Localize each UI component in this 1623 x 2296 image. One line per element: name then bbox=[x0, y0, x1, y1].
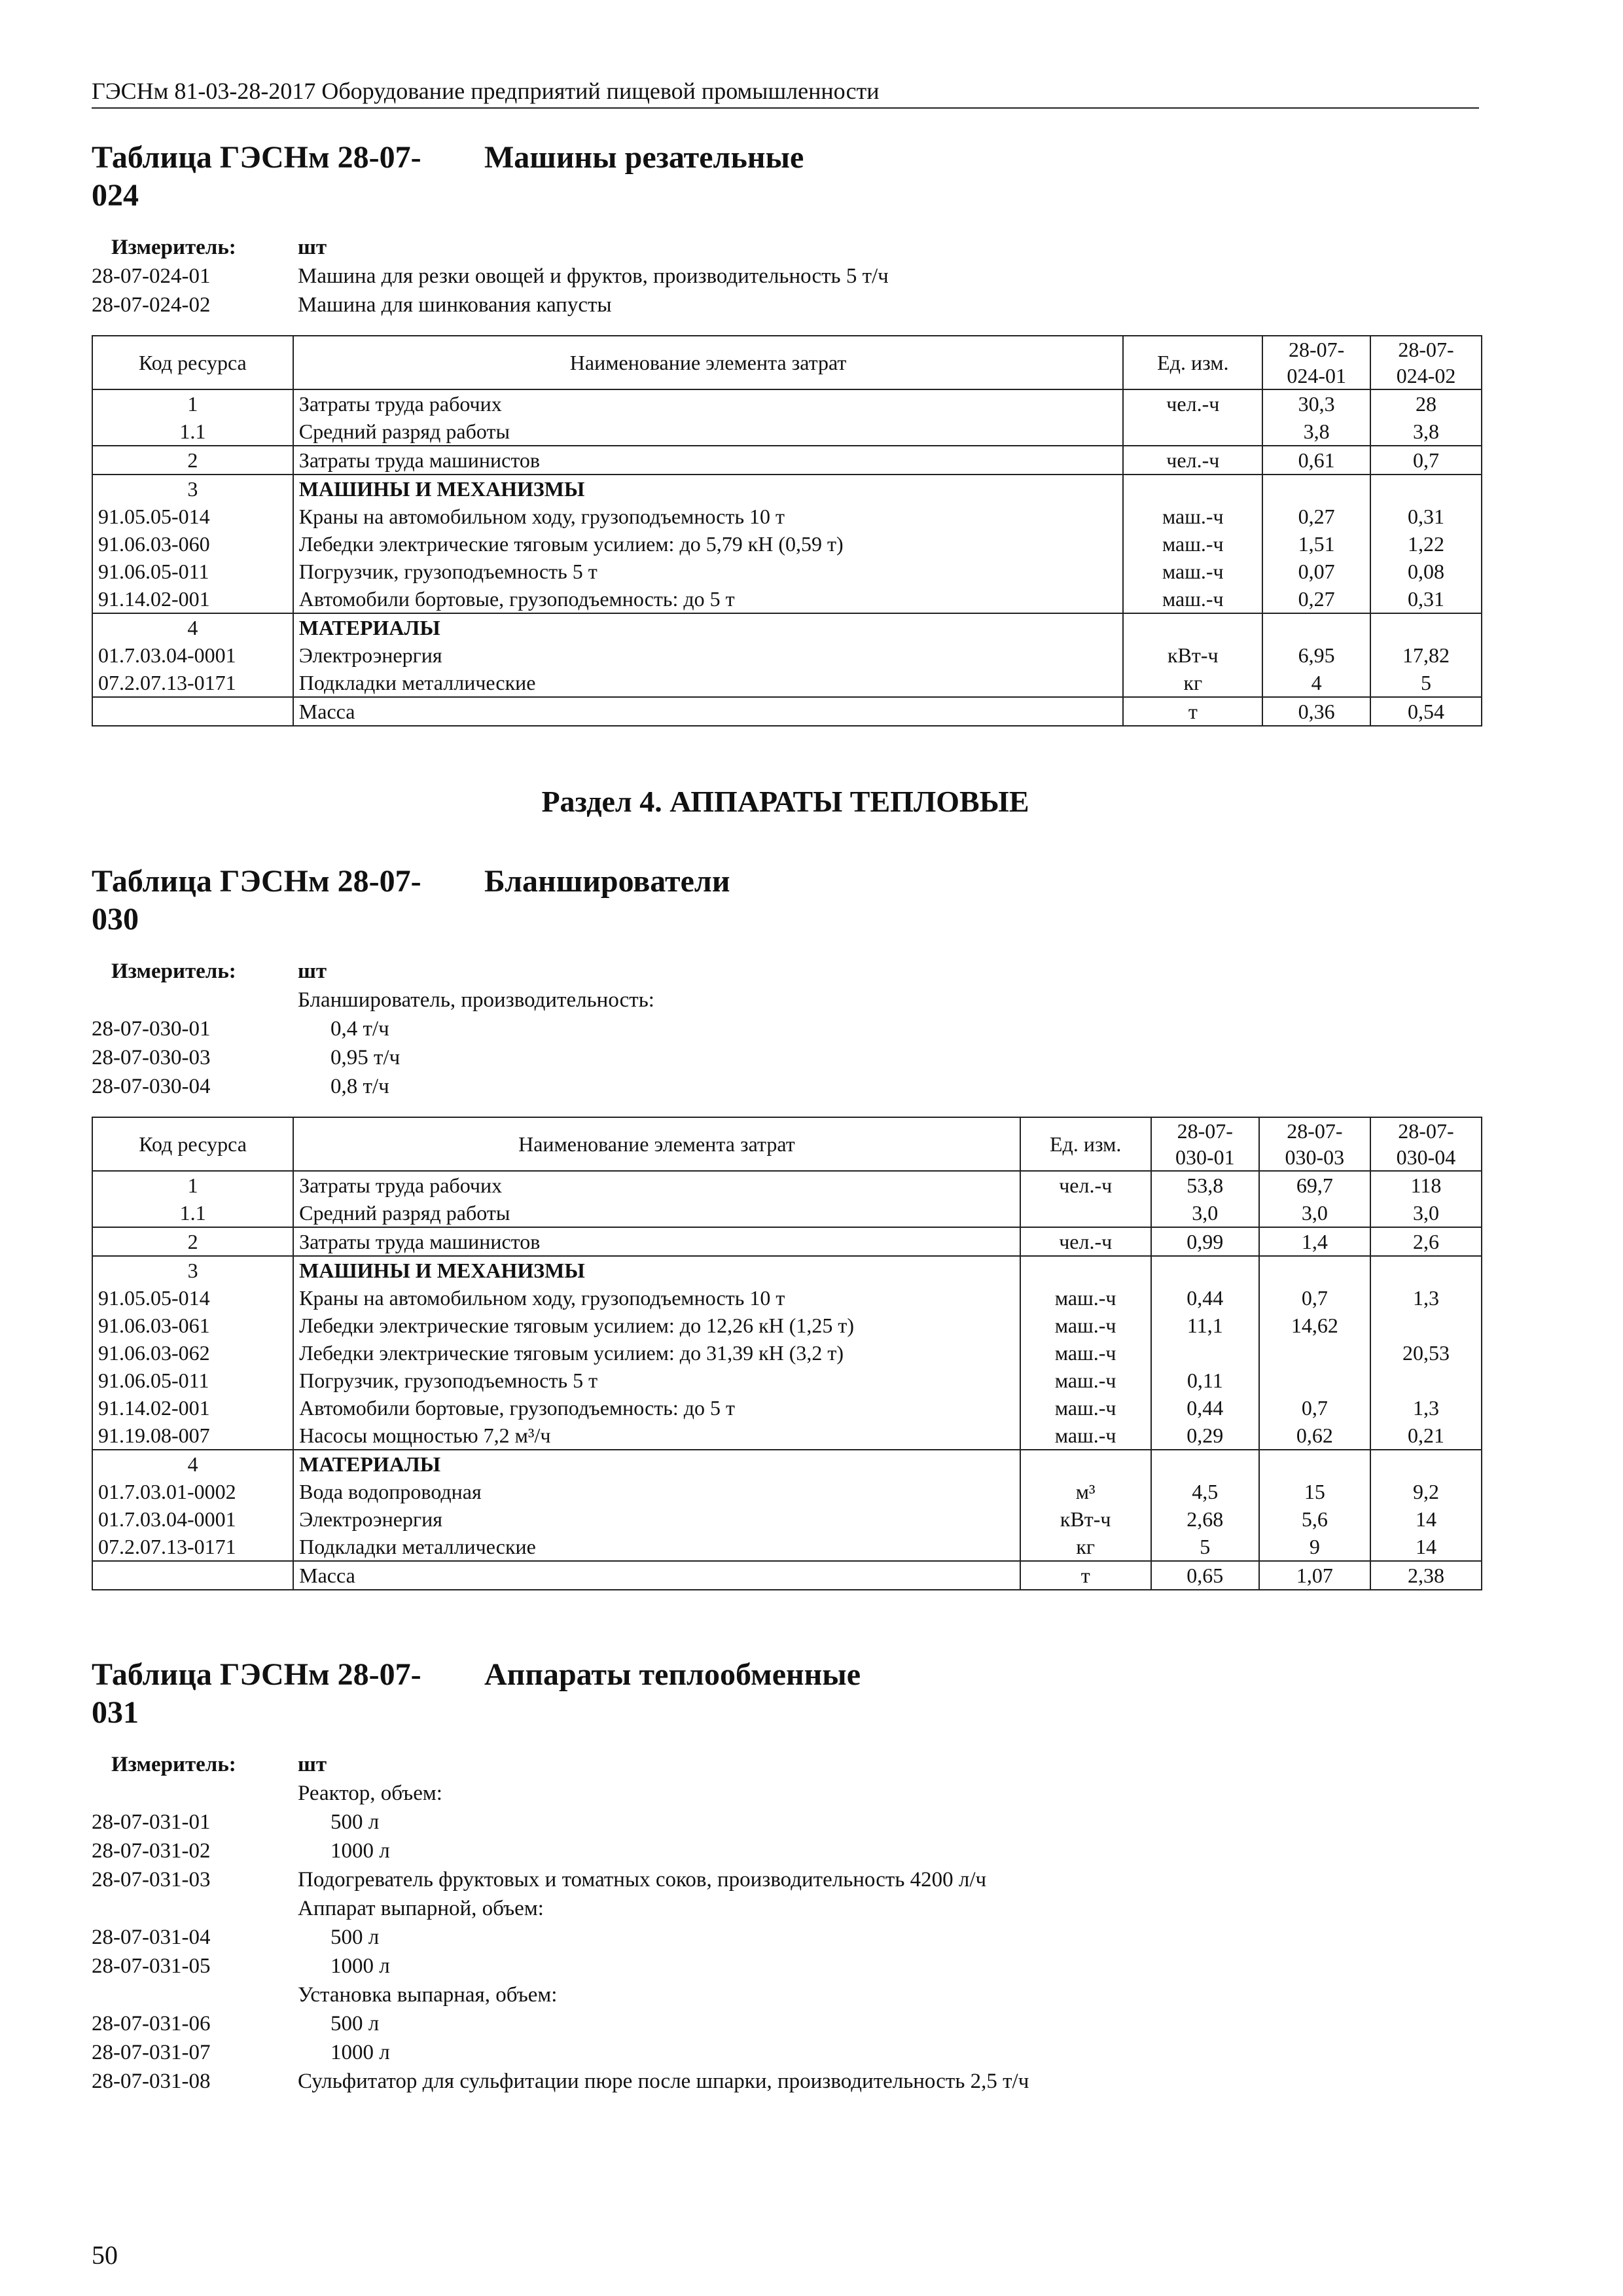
resource-name: Средний разряд работы bbox=[293, 418, 1124, 446]
section-title: Раздел 4. АППАРАТЫ ТЕПЛОВЫЕ bbox=[541, 785, 1029, 818]
resource-unit: маш.-ч bbox=[1020, 1394, 1151, 1422]
meter-unit: шт bbox=[298, 236, 327, 259]
resource-value: 4,5 bbox=[1151, 1478, 1259, 1505]
resource-unit: чел.-ч bbox=[1123, 389, 1262, 418]
table-row bbox=[92, 1312, 1482, 1339]
table-block-031 bbox=[92, 1656, 1479, 2096]
column-header: 28-07- 024-01 bbox=[1262, 336, 1370, 389]
resource-unit bbox=[1020, 1256, 1151, 1284]
resource-name: Электроэнергия bbox=[293, 641, 1124, 669]
resource-value: 0,99 bbox=[1151, 1227, 1259, 1256]
table-number-line1: Таблица ГЭСНм 28-07- bbox=[92, 864, 421, 899]
table-row bbox=[92, 1199, 1482, 1227]
resource-name: Краны на автомобильном ходу, грузоподъемность 10 т bbox=[293, 503, 1124, 530]
resource-name: Затраты труда рабочих bbox=[293, 389, 1124, 418]
resource-value: 0,11 bbox=[1151, 1367, 1259, 1394]
table-number-line1: Таблица ГЭСНм 28-07- bbox=[92, 1657, 421, 1692]
resource-value: 5 bbox=[1370, 669, 1482, 697]
resource-name: Вода водопроводная bbox=[293, 1478, 1020, 1505]
table-row bbox=[92, 669, 1482, 697]
table-row bbox=[92, 1367, 1482, 1394]
item-text: 0,8 т/ч bbox=[330, 1075, 389, 1098]
resource-unit: кг bbox=[1123, 669, 1262, 697]
item-text: 0,95 т/ч bbox=[330, 1046, 401, 1069]
resource-name: Лебедки электрические тяговым усилием: до 31,39 кН (3,2 т) bbox=[293, 1339, 1020, 1367]
item-row bbox=[92, 1865, 1479, 1894]
resource-code: 01.7.03.04-0001 bbox=[92, 641, 293, 669]
column-header: 28-07- 030-03 bbox=[1259, 1117, 1370, 1171]
table-row bbox=[92, 1422, 1482, 1450]
resource-value bbox=[1151, 1339, 1259, 1367]
resource-unit: маш.-ч bbox=[1020, 1339, 1151, 1367]
table-name: Аппараты теплообменные bbox=[484, 1657, 861, 1692]
table-row bbox=[92, 1256, 1482, 1284]
table-row bbox=[92, 503, 1482, 530]
table-row bbox=[92, 1450, 1482, 1478]
resource-code: 3 bbox=[92, 475, 293, 503]
meter-block bbox=[92, 957, 1479, 1101]
header-row bbox=[92, 336, 1482, 389]
resource-name: Масса bbox=[293, 697, 1124, 726]
column-header: Код ресурса bbox=[92, 336, 293, 389]
resource-unit bbox=[1123, 418, 1262, 446]
table-row bbox=[92, 1561, 1482, 1590]
resource-code: 91.05.05-014 bbox=[92, 503, 293, 530]
meter-unit: шт bbox=[298, 1753, 327, 1776]
item-row bbox=[92, 291, 1479, 319]
resource-value: 0,08 bbox=[1370, 558, 1482, 585]
column-header: Ед. изм. bbox=[1020, 1117, 1151, 1171]
resource-value: 6,95 bbox=[1262, 641, 1370, 669]
resource-value: 14 bbox=[1370, 1533, 1482, 1561]
resource-unit: м³ bbox=[1020, 1478, 1151, 1505]
item-text: 1000 л bbox=[330, 1839, 390, 1863]
resource-name: Погрузчик, грузоподъемность 5 т bbox=[293, 1367, 1020, 1394]
resource-code: 1 bbox=[92, 389, 293, 418]
item-code: 28-07-031-03 bbox=[92, 1868, 211, 1892]
resource-table bbox=[92, 1117, 1482, 1590]
resource-value: 0,29 bbox=[1151, 1422, 1259, 1450]
item-text: Реактор, объем: bbox=[298, 1782, 442, 1805]
resource-unit: чел.-ч bbox=[1123, 446, 1262, 475]
resource-name: Средний разряд работы bbox=[293, 1199, 1020, 1227]
resource-code: 91.14.02-001 bbox=[92, 585, 293, 613]
item-code: 28-07-030-01 bbox=[92, 1017, 211, 1041]
resource-unit: маш.-ч bbox=[1020, 1422, 1151, 1450]
item-row bbox=[92, 1072, 1479, 1101]
item-code: 28-07-030-03 bbox=[92, 1046, 211, 1069]
resource-value: 15 bbox=[1259, 1478, 1370, 1505]
item-text: 500 л bbox=[330, 2012, 380, 2036]
table-title bbox=[92, 139, 1479, 215]
item-code bbox=[92, 1779, 298, 1808]
resource-value: 1,22 bbox=[1370, 530, 1482, 558]
resource-value: 14,62 bbox=[1259, 1312, 1370, 1339]
resource-value bbox=[1262, 613, 1370, 641]
item-code: 28-07-031-08 bbox=[92, 2070, 211, 2093]
resource-name: Подкладки металлические bbox=[293, 669, 1124, 697]
resource-unit: маш.-ч bbox=[1123, 585, 1262, 613]
resource-unit: маш.-ч bbox=[1020, 1367, 1151, 1394]
resource-unit: кг bbox=[1020, 1533, 1151, 1561]
meter-label: Измеритель: bbox=[111, 1753, 236, 1776]
table-number-line2: 030 bbox=[92, 902, 139, 937]
resource-value: 3,0 bbox=[1370, 1199, 1482, 1227]
resource-value: 0,21 bbox=[1370, 1422, 1482, 1450]
resource-code: 91.05.05-014 bbox=[92, 1284, 293, 1312]
resource-unit bbox=[1020, 1199, 1151, 1227]
item-row bbox=[92, 1014, 1479, 1043]
resource-code: 91.19.08-007 bbox=[92, 1422, 293, 1450]
item-row bbox=[92, 262, 1479, 291]
item-code: 28-07-031-06 bbox=[92, 2012, 211, 2036]
resource-value: 0,27 bbox=[1262, 503, 1370, 530]
resource-name: Лебедки электрические тяговым усилием: до 5,79 кН (0,59 т) bbox=[293, 530, 1124, 558]
table-number bbox=[92, 1656, 484, 1732]
resource-value bbox=[1259, 1450, 1370, 1478]
item-code: 28-07-031-04 bbox=[92, 1926, 211, 1949]
meter-block bbox=[92, 1750, 1479, 2096]
resource-unit: маш.-ч bbox=[1123, 530, 1262, 558]
column-header: Наименование элемента затрат bbox=[293, 1117, 1020, 1171]
resource-value: 0,7 bbox=[1259, 1284, 1370, 1312]
table-row bbox=[92, 1505, 1482, 1533]
resource-value: 1,3 bbox=[1370, 1284, 1482, 1312]
item-row bbox=[92, 2038, 1479, 2067]
resource-name: Автомобили бортовые, грузоподъемность: до 5 т bbox=[293, 585, 1124, 613]
item-row bbox=[92, 1923, 1479, 1952]
table-name: Машины резательные bbox=[484, 140, 804, 175]
resource-code: 91.06.03-062 bbox=[92, 1339, 293, 1367]
item-code: 28-07-031-01 bbox=[92, 1810, 211, 1834]
table-row bbox=[92, 1478, 1482, 1505]
resource-code: 2 bbox=[92, 1227, 293, 1256]
resource-value bbox=[1259, 1367, 1370, 1394]
resource-name: Масса bbox=[293, 1561, 1020, 1590]
resource-code: 3 bbox=[92, 1256, 293, 1284]
item-code: 28-07-031-02 bbox=[92, 1839, 211, 1863]
resource-unit: чел.-ч bbox=[1020, 1171, 1151, 1199]
resource-name: Затраты труда рабочих bbox=[293, 1171, 1020, 1199]
resource-value: 9,2 bbox=[1370, 1478, 1482, 1505]
resource-table bbox=[92, 335, 1482, 726]
table-row bbox=[92, 1339, 1482, 1367]
table-row bbox=[92, 389, 1482, 418]
item-text: 1000 л bbox=[330, 1954, 390, 1978]
resource-value: 0,54 bbox=[1370, 697, 1482, 726]
resource-value: 0,7 bbox=[1370, 446, 1482, 475]
resource-code: 91.06.03-060 bbox=[92, 530, 293, 558]
resource-name: Погрузчик, грузоподъемность 5 т bbox=[293, 558, 1124, 585]
item-text: Машина для резки овощей и фруктов, производительность 5 т/ч bbox=[298, 264, 889, 288]
resource-value bbox=[1370, 613, 1482, 641]
resource-code: 2 bbox=[92, 446, 293, 475]
table-row bbox=[92, 530, 1482, 558]
resource-value: 53,8 bbox=[1151, 1171, 1259, 1199]
meter-unit: шт bbox=[298, 960, 327, 983]
item-row bbox=[92, 1952, 1479, 1981]
table-number bbox=[92, 863, 484, 939]
resource-code: 1 bbox=[92, 1171, 293, 1199]
table-row bbox=[92, 475, 1482, 503]
resource-unit: кВт-ч bbox=[1020, 1505, 1151, 1533]
item-text: Аппарат выпарной, объем: bbox=[298, 1897, 544, 1920]
item-text: 500 л bbox=[330, 1926, 380, 1949]
table-name: Бланширователи bbox=[484, 864, 730, 899]
resource-unit: кВт-ч bbox=[1123, 641, 1262, 669]
table-row bbox=[92, 1533, 1482, 1561]
resource-value: 30,3 bbox=[1262, 389, 1370, 418]
item-code bbox=[92, 1981, 298, 2009]
resource-code: 4 bbox=[92, 1450, 293, 1478]
resource-unit: чел.-ч bbox=[1020, 1227, 1151, 1256]
resource-name: МАТЕРИАЛЫ bbox=[293, 613, 1124, 641]
resource-value bbox=[1259, 1339, 1370, 1367]
resource-value: 5 bbox=[1151, 1533, 1259, 1561]
resource-name: Затраты труда машинистов bbox=[293, 1227, 1020, 1256]
meter-label: Измеритель: bbox=[111, 236, 236, 259]
table-block-024 bbox=[92, 139, 1479, 726]
resource-value bbox=[1151, 1256, 1259, 1284]
resource-value bbox=[1370, 1256, 1482, 1284]
resource-name: Электроэнергия bbox=[293, 1505, 1020, 1533]
item-code: 28-07-024-01 bbox=[92, 264, 211, 288]
item-text: 1000 л bbox=[330, 2041, 390, 2064]
resource-value: 118 bbox=[1370, 1171, 1482, 1199]
column-header: 28-07- 030-04 bbox=[1370, 1117, 1482, 1171]
resource-name: Автомобили бортовые, грузоподъемность: до 5 т bbox=[293, 1394, 1020, 1422]
item-row bbox=[92, 2009, 1479, 2038]
resource-value bbox=[1370, 1450, 1482, 1478]
item-row bbox=[92, 1808, 1479, 1837]
table-row bbox=[92, 613, 1482, 641]
resource-value: 20,53 bbox=[1370, 1339, 1482, 1367]
resource-value: 3,0 bbox=[1151, 1199, 1259, 1227]
resource-name: Краны на автомобильном ходу, грузоподъемность 10 т bbox=[293, 1284, 1020, 1312]
resource-value: 11,1 bbox=[1151, 1312, 1259, 1339]
resource-name: МАШИНЫ И МЕХАНИЗМЫ bbox=[293, 1256, 1020, 1284]
resource-code: 01.7.03.04-0001 bbox=[92, 1505, 293, 1533]
item-row bbox=[92, 1779, 1479, 1808]
resource-value: 0,61 bbox=[1262, 446, 1370, 475]
resource-unit: маш.-ч bbox=[1020, 1312, 1151, 1339]
resource-value: 0,31 bbox=[1370, 585, 1482, 613]
page-number: 50 bbox=[92, 2240, 118, 2270]
item-code: 28-07-031-05 bbox=[92, 1954, 211, 1978]
item-text: Установка выпарная, объем: bbox=[298, 1983, 558, 2007]
resource-code bbox=[92, 697, 293, 726]
table-row bbox=[92, 418, 1482, 446]
resource-value: 2,38 bbox=[1370, 1561, 1482, 1590]
resource-unit bbox=[1123, 613, 1262, 641]
resource-unit: маш.-ч bbox=[1123, 503, 1262, 530]
item-list bbox=[92, 262, 1479, 319]
table-row bbox=[92, 1227, 1482, 1256]
resource-code bbox=[92, 1561, 293, 1590]
resource-value: 0,62 bbox=[1259, 1422, 1370, 1450]
resource-value: 1,07 bbox=[1259, 1561, 1370, 1590]
table-row bbox=[92, 446, 1482, 475]
table-number-line2: 024 bbox=[92, 178, 139, 213]
header-row bbox=[92, 1117, 1482, 1171]
table-row bbox=[92, 641, 1482, 669]
meter-subtitle: Бланширователь, производительность: bbox=[298, 988, 654, 1012]
resource-value bbox=[1370, 1367, 1482, 1394]
resource-code: 91.06.03-061 bbox=[92, 1312, 293, 1339]
item-text: Сульфитатор для сульфитации пюре после шпарки, производительность 2,5 т/ч bbox=[298, 2070, 1029, 2093]
resource-value bbox=[1262, 475, 1370, 503]
item-list bbox=[92, 1779, 1479, 2096]
resource-value: 1,51 bbox=[1262, 530, 1370, 558]
resource-value: 0,44 bbox=[1151, 1394, 1259, 1422]
table-title bbox=[92, 863, 1479, 939]
resource-value bbox=[1151, 1450, 1259, 1478]
item-code: 28-07-024-02 bbox=[92, 293, 211, 317]
resource-value: 3,8 bbox=[1262, 418, 1370, 446]
resource-name: МАТЕРИАЛЫ bbox=[293, 1450, 1020, 1478]
resource-value: 1,3 bbox=[1370, 1394, 1482, 1422]
column-header: Код ресурса bbox=[92, 1117, 293, 1171]
item-row bbox=[92, 1981, 1479, 2009]
table-number-line2: 031 bbox=[92, 1695, 139, 1730]
meter-block bbox=[92, 233, 1479, 319]
item-text: 0,4 т/ч bbox=[330, 1017, 389, 1041]
resource-value: 5,6 bbox=[1259, 1505, 1370, 1533]
running-header: ГЭСНм 81-03-28-2017 Оборудование предприятий пищевой промышленности bbox=[92, 77, 1479, 109]
item-code bbox=[92, 1894, 298, 1923]
resource-value: 0,31 bbox=[1370, 503, 1482, 530]
resource-value: 0,27 bbox=[1262, 585, 1370, 613]
resource-unit bbox=[1123, 475, 1262, 503]
resource-code: 4 bbox=[92, 613, 293, 641]
resource-name: Подкладки металлические bbox=[293, 1533, 1020, 1561]
resource-code: 01.7.03.01-0002 bbox=[92, 1478, 293, 1505]
resource-unit: маш.-ч bbox=[1020, 1284, 1151, 1312]
item-text: Подогреватель фруктовых и томатных соков, производительность 4200 л/ч bbox=[298, 1868, 987, 1892]
resource-code: 91.06.05-011 bbox=[92, 558, 293, 585]
resource-value: 17,82 bbox=[1370, 641, 1482, 669]
column-header: 28-07- 030-01 bbox=[1151, 1117, 1259, 1171]
resource-value: 3,0 bbox=[1259, 1199, 1370, 1227]
resource-value: 0,65 bbox=[1151, 1561, 1259, 1590]
item-code: 28-07-030-04 bbox=[92, 1075, 211, 1098]
item-code: 28-07-031-07 bbox=[92, 2041, 211, 2064]
resource-name: МАШИНЫ И МЕХАНИЗМЫ bbox=[293, 475, 1124, 503]
resource-code: 1.1 bbox=[92, 1199, 293, 1227]
resource-code: 91.06.05-011 bbox=[92, 1367, 293, 1394]
resource-value: 0,7 bbox=[1259, 1394, 1370, 1422]
resource-unit: т bbox=[1020, 1561, 1151, 1590]
resource-value: 4 bbox=[1262, 669, 1370, 697]
table-row bbox=[92, 697, 1482, 726]
table-row bbox=[92, 1394, 1482, 1422]
meter-label: Измеритель: bbox=[111, 960, 236, 983]
resource-code: 07.2.07.13-0171 bbox=[92, 1533, 293, 1561]
resource-value: 1,4 bbox=[1259, 1227, 1370, 1256]
resource-value: 9 bbox=[1259, 1533, 1370, 1561]
resource-value: 0,44 bbox=[1151, 1284, 1259, 1312]
item-row bbox=[92, 2067, 1479, 2096]
table-title bbox=[92, 1656, 1479, 1732]
resource-code: 91.14.02-001 bbox=[92, 1394, 293, 1422]
column-header: Ед. изм. bbox=[1123, 336, 1262, 389]
resource-code: 1.1 bbox=[92, 418, 293, 446]
item-row bbox=[92, 1837, 1479, 1865]
table-row bbox=[92, 558, 1482, 585]
resource-name: Лебедки электрические тяговым усилием: до 12,26 кН (1,25 т) bbox=[293, 1312, 1020, 1339]
item-text: Машина для шинкования капусты bbox=[298, 293, 612, 317]
table-row bbox=[92, 1284, 1482, 1312]
resource-value: 28 bbox=[1370, 389, 1482, 418]
resource-value: 2,6 bbox=[1370, 1227, 1482, 1256]
resource-value: 0,07 bbox=[1262, 558, 1370, 585]
table-block-030 bbox=[92, 863, 1479, 1590]
resource-value: 2,68 bbox=[1151, 1505, 1259, 1533]
table-number bbox=[92, 139, 484, 215]
column-header: Наименование элемента затрат bbox=[293, 336, 1124, 389]
resource-value bbox=[1370, 1312, 1482, 1339]
item-row bbox=[92, 1043, 1479, 1072]
resource-unit: т bbox=[1123, 697, 1262, 726]
resource-unit bbox=[1020, 1450, 1151, 1478]
table-number-line1: Таблица ГЭСНм 28-07- bbox=[92, 140, 421, 175]
resource-unit: маш.-ч bbox=[1123, 558, 1262, 585]
resource-name: Затраты труда машинистов bbox=[293, 446, 1124, 475]
item-row bbox=[92, 1894, 1479, 1923]
table-row bbox=[92, 585, 1482, 613]
resource-name: Насосы мощностью 7,2 м³/ч bbox=[293, 1422, 1020, 1450]
table-row bbox=[92, 1171, 1482, 1199]
resource-code: 07.2.07.13-0171 bbox=[92, 669, 293, 697]
item-list bbox=[92, 1014, 1479, 1101]
resource-value: 14 bbox=[1370, 1505, 1482, 1533]
column-header: 28-07- 024-02 bbox=[1370, 336, 1482, 389]
resource-value bbox=[1259, 1256, 1370, 1284]
resource-value: 69,7 bbox=[1259, 1171, 1370, 1199]
resource-value: 0,36 bbox=[1262, 697, 1370, 726]
resource-value: 3,8 bbox=[1370, 418, 1482, 446]
resource-value bbox=[1370, 475, 1482, 503]
item-text: 500 л bbox=[330, 1810, 380, 1834]
